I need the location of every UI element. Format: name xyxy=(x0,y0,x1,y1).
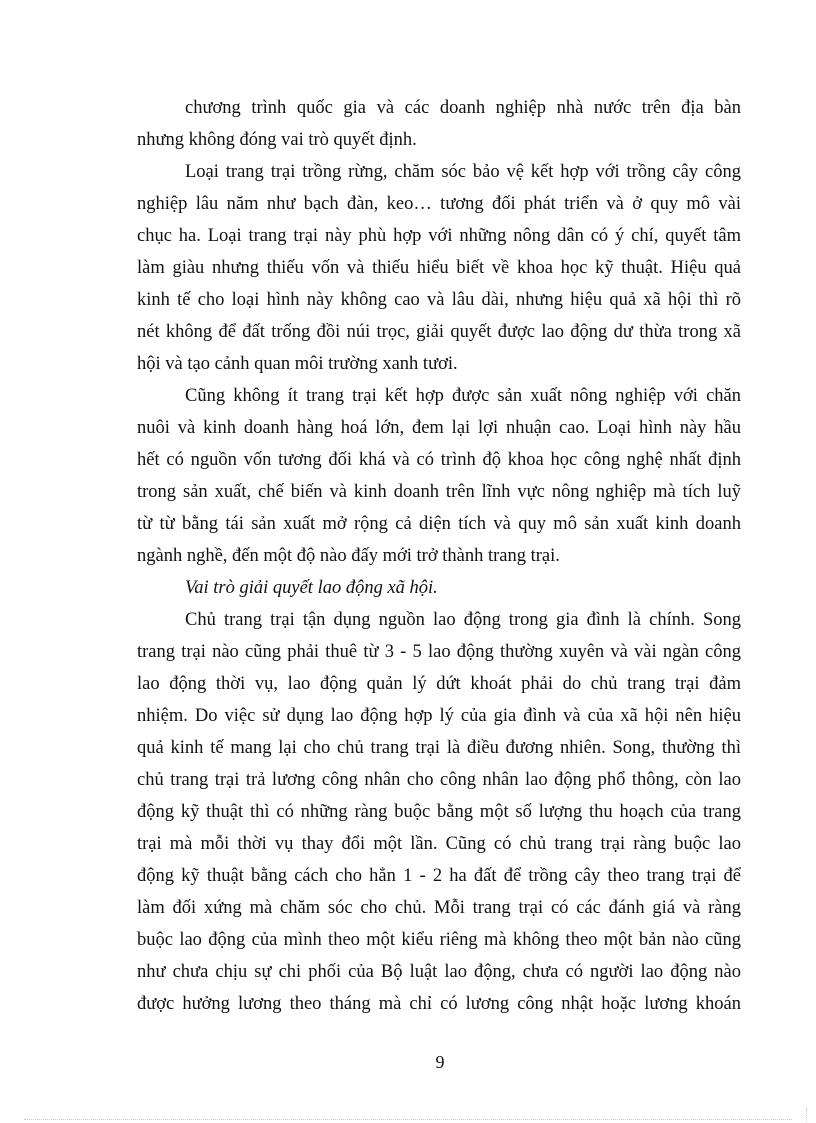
text-line: động kỹ thuật bằng cách cho hẳn 1 - 2 ha đất để trồng cây theo trang trại để xyxy=(137,866,741,886)
text-line: Loại trang trại trồng rừng, chăm sóc bảo vệ kết hợp với trồng cây công xyxy=(185,162,741,182)
text-line: kinh tế cho loại hình này không cao và lâu dài, nhưng hiệu quả xã hội thì rõ xyxy=(137,290,741,310)
text-line: làm đối xứng mà chăm sóc cho chủ. Mỗi trang trại có các đánh giá và ràng xyxy=(137,898,741,918)
text-line: Cũng không ít trang trại kết hợp được sản xuất nông nghiệp với chăn xyxy=(185,386,741,406)
section-heading: Vai trò giải quyết lao động xã hội. xyxy=(185,578,438,598)
text-line: như chưa chịu sự chi phối của Bộ luật lao động, chưa có người lao động nào xyxy=(137,962,741,982)
text-line: động kỹ thuật thì có những ràng buộc bằng một số lượng thu hoạch của trang xyxy=(137,802,741,822)
text-line: chương trình quốc gia và các doanh nghiệp nhà nước trên địa bàn xyxy=(185,98,741,118)
page-bottom-border xyxy=(24,1119,792,1120)
text-line: chục ha. Loại trang trại này phù hợp với những nông dân có ý chí, quyết tâm xyxy=(137,226,741,246)
text-line: ngành nghề, đến một độ nào đấy mới trở thành trang trại. xyxy=(137,546,560,566)
text-line: buộc lao động của mình theo một kiểu riêng mà không theo một bản nào cũng xyxy=(137,930,741,950)
text-line: hết có nguồn vốn tương đối khá và có trình độ khoa học công nghệ nhất định xyxy=(137,450,741,470)
text-line: hội và tạo cảnh quan môi trường xanh tươi. xyxy=(137,354,458,374)
text-line: nét không để đất trống đồi núi trọc, giải quyết được lao động dư thừa trong xã xyxy=(137,322,741,342)
text-line: quả kinh tế mang lại cho chủ trang trại là điều đương nhiên. Song, thường thì xyxy=(137,738,741,758)
text-line: trong sản xuất, chế biến và kinh doanh trên lĩnh vực nông nghiệp mà tích luỹ xyxy=(137,482,741,502)
text-line: Chủ trang trại tận dụng nguồn lao động trong gia đình là chính. Song xyxy=(185,610,741,630)
text-line: lao động thời vụ, lao động quản lý dứt khoát phải do chủ trang trại đảm xyxy=(137,674,741,694)
page-number: 9 xyxy=(435,1052,445,1072)
text-line: nghiệp lâu năm như bạch đàn, keo… tương đối phát triển và ở quy mô vài xyxy=(137,194,741,214)
text-line: trang trại nào cũng phải thuê từ 3 - 5 lao động thường xuyên và vài ngàn công xyxy=(137,642,741,662)
text-line: nhưng không đóng vai trò quyết định. xyxy=(137,130,417,150)
text-line: từ từ bằng tái sản xuất mở rộng cả diện tích và quy mô sản xuất kinh doanh xyxy=(137,514,741,534)
text-line: làm giàu nhưng thiếu vốn và thiếu hiểu biết về khoa học kỹ thuật. Hiệu quả xyxy=(137,258,741,278)
text-line: nhiệm. Do việc sử dụng lao động hợp lý của gia đình và của xã hội nên hiệu xyxy=(137,706,741,726)
page-corner-mark xyxy=(806,1108,807,1122)
text-line: chủ trang trại trả lương công nhân cho công nhân lao động phổ thông, còn lao xyxy=(137,770,741,790)
text-line: trại mà mỗi thời vụ thay đổi một lần. Cũng có chủ trang trại ràng buộc lao xyxy=(137,834,741,854)
text-line: được hưởng lương theo tháng mà chỉ có lương công nhật hoặc lương khoán xyxy=(137,994,741,1014)
text-line: nuôi và kinh doanh hàng hoá lớn, đem lại lợi nhuận cao. Loại hình này hầu xyxy=(137,418,741,438)
